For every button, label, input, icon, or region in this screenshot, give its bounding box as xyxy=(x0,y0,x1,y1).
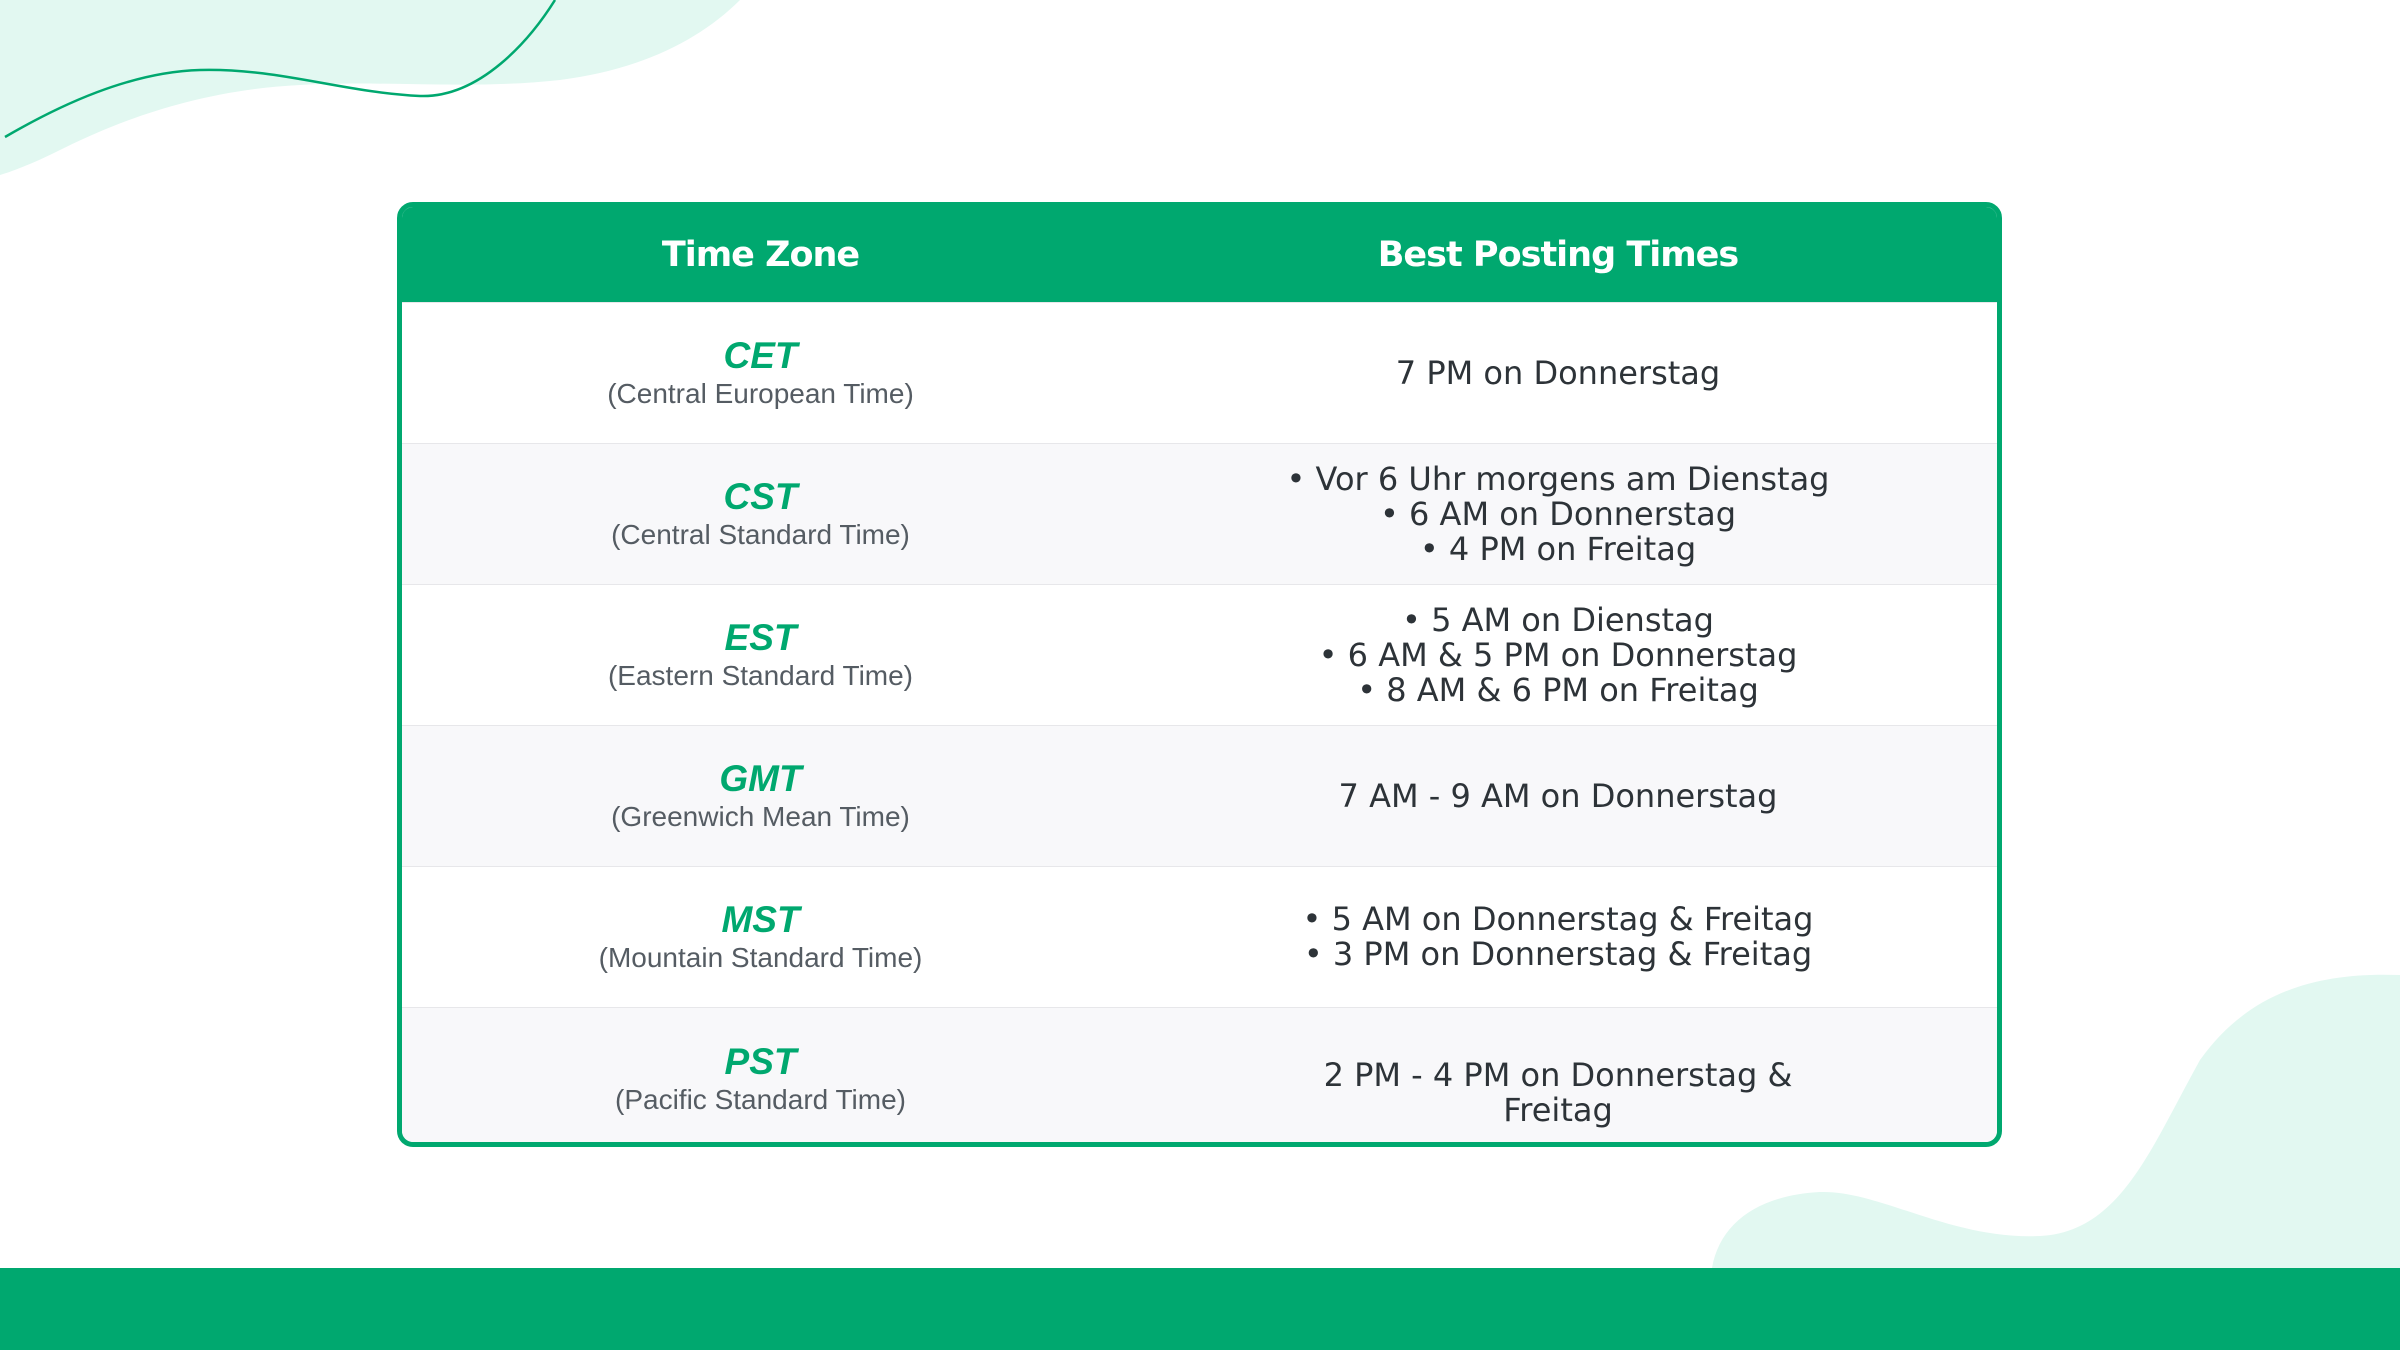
time-entry: • 5 AM on Donnerstag & Freitag xyxy=(1302,900,1814,938)
table-row xyxy=(402,1007,1997,1147)
zone-abbreviation: CST xyxy=(723,476,798,517)
times-cell xyxy=(1119,776,1997,815)
zone-abbreviation: MST xyxy=(721,899,800,940)
zone-full-name: (Pacific Standard Time) xyxy=(615,1083,906,1115)
header-time-zone: Time Zone xyxy=(661,234,860,275)
time-entry: • 3 PM on Donnerstag & Freitag xyxy=(1303,935,1813,973)
time-entry: 2 PM - 4 PM on Donnerstag & xyxy=(1323,1055,1793,1094)
zone-cell xyxy=(402,1041,1119,1117)
table-row xyxy=(402,725,1997,866)
times-cell xyxy=(1119,459,1997,568)
table-row xyxy=(402,302,1997,443)
zone-full-name: (Central European Time) xyxy=(607,378,914,409)
time-entry: • 8 AM & 6 PM on Freitag xyxy=(1357,670,1759,709)
time-entry: • Vor 6 Uhr morgens am Dienstag xyxy=(1286,459,1830,498)
times-cell xyxy=(1119,600,1997,709)
zone-abbreviation: GMT xyxy=(719,758,802,799)
zone-abbreviation: CET xyxy=(723,335,798,376)
zone-cell xyxy=(402,758,1119,834)
time-entry: • 6 AM on Donnerstag xyxy=(1379,494,1737,533)
zone-full-name: (Eastern Standard Time) xyxy=(607,660,914,691)
table-header xyxy=(402,207,1997,302)
posting-times-table xyxy=(397,202,2002,1147)
time-entry: • 4 PM on Freitag xyxy=(1419,529,1697,568)
times-cell xyxy=(1119,1030,1997,1128)
time-entry: Freitag xyxy=(1503,1090,1613,1129)
table-row xyxy=(402,443,1997,584)
zone-cell xyxy=(402,476,1119,552)
time-entry: 7 AM - 9 AM on Donnerstag xyxy=(1338,776,1778,815)
header-best-posting-times: Best Posting Times xyxy=(1377,234,1739,275)
zone-full-name: (Mountain Standard Time) xyxy=(598,942,923,973)
zone-abbreviation: PST xyxy=(724,1040,797,1082)
zone-full-name: (Greenwich Mean Time) xyxy=(611,801,910,832)
times-cell xyxy=(1119,902,1997,972)
footer-bar xyxy=(0,1268,2400,1350)
zone-cell xyxy=(402,335,1119,411)
zone-full-name: (Central Standard Time) xyxy=(611,519,910,550)
table-row xyxy=(402,584,1997,725)
time-entry: • 6 AM & 5 PM on Donnerstag xyxy=(1318,635,1798,674)
time-entry: • 5 AM on Dienstag xyxy=(1402,600,1714,639)
table-row xyxy=(402,866,1997,1007)
time-entry: 7 PM on Donnerstag xyxy=(1395,353,1721,392)
times-cell xyxy=(1119,353,1997,392)
zone-cell xyxy=(402,899,1119,975)
zone-abbreviation: EST xyxy=(724,617,797,658)
zone-cell xyxy=(402,617,1119,693)
